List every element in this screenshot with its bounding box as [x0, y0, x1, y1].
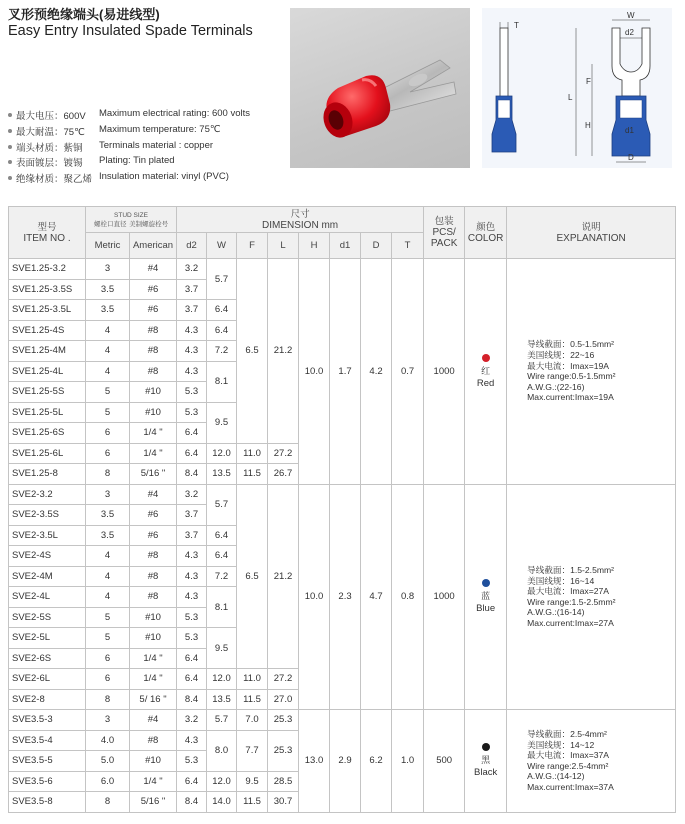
- table-cell: 2.3: [330, 484, 361, 710]
- table-cell: 26.7: [268, 464, 299, 485]
- table-cell: 5: [86, 628, 130, 649]
- table-cell: #6: [130, 279, 177, 300]
- header-d1: d1: [330, 233, 361, 259]
- table-cell: #8: [130, 361, 177, 382]
- table-cell: 1/4 ": [130, 771, 177, 792]
- table-cell: 3.5: [86, 300, 130, 321]
- table-cell: 5/16 ": [130, 792, 177, 813]
- table-cell: 6.2: [361, 710, 392, 813]
- header-dimension: 尺寸 DIMENSION mm: [177, 207, 424, 233]
- title-en: Easy Entry Insulated Spade Terminals: [8, 23, 253, 39]
- table-cell: SVE1.25-5S: [9, 382, 86, 403]
- table-cell: 12.0: [207, 771, 237, 792]
- table-cell: 4: [86, 566, 130, 587]
- table-cell: #8: [130, 587, 177, 608]
- table-cell: 4.7: [361, 484, 392, 710]
- table-cell: 8: [86, 689, 130, 710]
- color-dot-red: [482, 354, 490, 362]
- table-cell: 11.5: [237, 689, 268, 710]
- table-cell: 6.4: [177, 771, 207, 792]
- table-cell: #4: [130, 259, 177, 280]
- table-cell: 6.5: [237, 484, 268, 669]
- header-F: F: [237, 233, 268, 259]
- table-cell: 10.0: [299, 484, 330, 710]
- table-cell: 4.3: [177, 730, 207, 751]
- header-explanation: 说明 EXPLANATION: [507, 207, 676, 259]
- table-cell: SVE2-6L: [9, 669, 86, 690]
- table-cell: 4: [86, 341, 130, 362]
- table-cell: 1/4 ": [130, 669, 177, 690]
- table-cell: 1.7: [330, 259, 361, 485]
- header-H: H: [299, 233, 330, 259]
- explanation-red: 导线截面：0.5-1.5mm² 美国线规：22~16 最大电流：Imax=19A Wire range:0.5-1.5mm² A.W.G.:(22-16) Max.current:Imax=19A: [507, 259, 676, 485]
- table-cell: #8: [130, 341, 177, 362]
- explanation-blue: 导线截面：1.5-2.5mm² 美国线规：16~14 最大电流：Imax=27A Wire range:1.5-2.5mm² A.W.G.:(16-14) Max.current:Imax=27A: [507, 484, 676, 710]
- table-cell: 6.4: [177, 669, 207, 690]
- table-cell: 4.3: [177, 566, 207, 587]
- table-cell: 1/4 ": [130, 648, 177, 669]
- color-dot-blue: [482, 579, 490, 587]
- table-cell: 5/16 ": [130, 464, 177, 485]
- header-metric: Metric: [86, 233, 130, 259]
- table-cell: SVE1.25-3.5L: [9, 300, 86, 321]
- table-cell: 6.4: [207, 546, 237, 567]
- table-cell: 5: [86, 607, 130, 628]
- table-cell: SVE1.25-3.5S: [9, 279, 86, 300]
- table-cell: 21.2: [268, 484, 299, 669]
- table-cell: #10: [130, 628, 177, 649]
- header-L: L: [268, 233, 299, 259]
- table-cell: 5.7: [207, 484, 237, 525]
- table-cell: 5.3: [177, 607, 207, 628]
- table-cell: 6: [86, 443, 130, 464]
- table-cell: SVE1.25-4M: [9, 341, 86, 362]
- table-cell: #10: [130, 751, 177, 772]
- table-cell: SVE3.5-3: [9, 710, 86, 731]
- table-cell: 6.4: [177, 423, 207, 444]
- table-cell: 21.2: [268, 259, 299, 444]
- table-cell: 7.2: [207, 341, 237, 362]
- table-cell: 9.5: [207, 402, 237, 443]
- color-cell-blue: 蓝 Blue: [465, 484, 507, 710]
- table-cell: #10: [130, 607, 177, 628]
- table-cell: 6.4: [177, 648, 207, 669]
- header-d2: d2: [177, 233, 207, 259]
- label-d2: d2: [625, 28, 634, 37]
- table-cell: 9.5: [207, 628, 237, 669]
- color-cell-black: 黑 Black: [465, 710, 507, 813]
- table-cell: 13.5: [207, 464, 237, 485]
- table-cell: 5.3: [177, 402, 207, 423]
- table-cell: 3.2: [177, 484, 207, 505]
- label-W: W: [627, 11, 635, 20]
- table-cell: 5.0: [86, 751, 130, 772]
- header-american: American: [130, 233, 177, 259]
- header-item: 型号 ITEM NO .: [9, 207, 86, 259]
- table-cell: #8: [130, 546, 177, 567]
- table-cell: SVE1.25-6L: [9, 443, 86, 464]
- table-cell: SVE2-5S: [9, 607, 86, 628]
- table-cell: 6.4: [177, 443, 207, 464]
- color-dot-black: [482, 743, 490, 751]
- table-cell: 5.7: [207, 259, 237, 300]
- table-cell: SVE1.25-4S: [9, 320, 86, 341]
- label-L: L: [568, 93, 573, 102]
- table-cell: SVE1.25-8: [9, 464, 86, 485]
- table-cell: 6.5: [237, 259, 268, 444]
- table-cell: 6: [86, 423, 130, 444]
- table-cell: #10: [130, 382, 177, 403]
- table-cell: 4.3: [177, 341, 207, 362]
- table-cell: #6: [130, 505, 177, 526]
- table-cell: SVE2-3.2: [9, 484, 86, 505]
- table-cell: 12.0: [207, 669, 237, 690]
- table-cell: SVE3.5-5: [9, 751, 86, 772]
- header-color: 颜色 COLOR: [465, 207, 507, 259]
- table-cell: 0.8: [392, 484, 424, 710]
- technical-drawing: [482, 8, 672, 168]
- table-cell: SVE3.5-6: [9, 771, 86, 792]
- table-cell: SVE2-4S: [9, 546, 86, 567]
- table-cell: 5.3: [177, 382, 207, 403]
- header-W: W: [207, 233, 237, 259]
- table-cell: 1000: [424, 484, 465, 710]
- table-cell: SVE1.25-5L: [9, 402, 86, 423]
- table-cell: 1/4 ": [130, 423, 177, 444]
- table-cell: #6: [130, 525, 177, 546]
- table-cell: 5.3: [177, 751, 207, 772]
- table-cell: 12.0: [207, 443, 237, 464]
- table-row: [9, 710, 676, 731]
- table-cell: 8.4: [177, 689, 207, 710]
- table-cell: 3: [86, 484, 130, 505]
- table-cell: 25.3: [268, 710, 299, 731]
- table-cell: 4.3: [177, 320, 207, 341]
- spec-table: [8, 206, 676, 813]
- table-cell: 4.0: [86, 730, 130, 751]
- table-cell: 4.3: [177, 361, 207, 382]
- table-cell: 4: [86, 320, 130, 341]
- table-cell: 4.3: [177, 546, 207, 567]
- table-cell: 500: [424, 710, 465, 813]
- table-cell: 4.2: [361, 259, 392, 485]
- table-cell: 4: [86, 546, 130, 567]
- table-cell: 8.0: [207, 730, 237, 771]
- table-cell: 13.5: [207, 689, 237, 710]
- table-cell: SVE1.25-4L: [9, 361, 86, 382]
- table-cell: 14.0: [207, 792, 237, 813]
- table-cell: 27.0: [268, 689, 299, 710]
- table-cell: 8.1: [207, 587, 237, 628]
- table-cell: #8: [130, 566, 177, 587]
- table-cell: 5.3: [177, 628, 207, 649]
- table-cell: 3.2: [177, 259, 207, 280]
- table-cell: 3.2: [177, 710, 207, 731]
- table-cell: 6.0: [86, 771, 130, 792]
- table-cell: 27.2: [268, 443, 299, 464]
- table-cell: 11.0: [237, 669, 268, 690]
- table-cell: 8.4: [177, 464, 207, 485]
- table-cell: 8: [86, 464, 130, 485]
- table-row: [9, 484, 676, 505]
- table-cell: SVE2-4M: [9, 566, 86, 587]
- color-cell-red: 红 Red: [465, 259, 507, 485]
- table-cell: 28.5: [268, 771, 299, 792]
- table-cell: 3.7: [177, 279, 207, 300]
- table-cell: 3.5: [86, 525, 130, 546]
- table-cell: 0.7: [392, 259, 424, 485]
- table-cell: #4: [130, 710, 177, 731]
- table-cell: 1.0: [392, 710, 424, 813]
- table-cell: #6: [130, 300, 177, 321]
- table-cell: 5/ 16 ": [130, 689, 177, 710]
- table-cell: 5.7: [207, 710, 237, 731]
- table-cell: SVE2-3.5L: [9, 525, 86, 546]
- label-D: D: [628, 153, 634, 162]
- table-cell: SVE2-6S: [9, 648, 86, 669]
- table-cell: SVE2-3.5S: [9, 505, 86, 526]
- explanation-black: 导线截面：2.5-4mm² 美国线规：14~12 最大电流：Imax=37A Wire range:2.5-4mm² A.W.G.:(14-12) Max.current:Imax=37A: [507, 710, 676, 813]
- table-cell: SVE3.5-4: [9, 730, 86, 751]
- table-cell: SVE2-8: [9, 689, 86, 710]
- table-cell: SVE1.25-3.2: [9, 259, 86, 280]
- table-cell: 5: [86, 402, 130, 423]
- table-cell: 25.3: [268, 730, 299, 771]
- table-cell: 3.7: [177, 300, 207, 321]
- table-cell: 11.5: [237, 464, 268, 485]
- table-cell: 4.3: [177, 587, 207, 608]
- table-cell: 4: [86, 361, 130, 382]
- table-row: [9, 259, 676, 280]
- label-H: H: [585, 121, 591, 130]
- table-cell: 6.4: [207, 525, 237, 546]
- table-cell: 5: [86, 382, 130, 403]
- table-cell: 4: [86, 587, 130, 608]
- header-T: T: [392, 233, 424, 259]
- table-cell: 6.4: [207, 300, 237, 321]
- header-pack: 包装 PCS/ PACK: [424, 207, 465, 259]
- title-cn: 叉形预绝缘端头(易进线型): [8, 7, 160, 22]
- table-cell: SVE1.25-6S: [9, 423, 86, 444]
- table-cell: 6: [86, 669, 130, 690]
- product-photo: [290, 8, 470, 168]
- table-cell: 13.0: [299, 710, 330, 813]
- table-cell: 30.7: [268, 792, 299, 813]
- table-cell: 8.4: [177, 792, 207, 813]
- header-D: D: [361, 233, 392, 259]
- table-cell: #4: [130, 484, 177, 505]
- table-cell: SVE3.5-8: [9, 792, 86, 813]
- table-cell: 3.5: [86, 505, 130, 526]
- header-stud: STUD SIZE 螺栓口直径 美制螺旋栓号: [86, 207, 177, 233]
- table-cell: 8: [86, 792, 130, 813]
- table-cell: 3: [86, 259, 130, 280]
- table-cell: 7.0: [237, 710, 268, 731]
- table-cell: 9.5: [237, 771, 268, 792]
- table-cell: 3: [86, 710, 130, 731]
- label-d1: d1: [625, 126, 634, 135]
- label-F: F: [586, 77, 591, 86]
- table-cell: 7.7: [237, 730, 268, 771]
- table-cell: 2.9: [330, 710, 361, 813]
- table-cell: 6: [86, 648, 130, 669]
- table-cell: #10: [130, 402, 177, 423]
- label-T: T: [514, 21, 519, 30]
- table-cell: 11.5: [237, 792, 268, 813]
- table-cell: 11.0: [237, 443, 268, 464]
- table-cell: #8: [130, 730, 177, 751]
- table-cell: 1/4 ": [130, 443, 177, 464]
- table-cell: 6.4: [207, 320, 237, 341]
- table-cell: SVE2-5L: [9, 628, 86, 649]
- table-cell: SVE2-4L: [9, 587, 86, 608]
- table-cell: 7.2: [207, 566, 237, 587]
- table-cell: 3.7: [177, 505, 207, 526]
- table-cell: 3.5: [86, 279, 130, 300]
- table-cell: 8.1: [207, 361, 237, 402]
- table-cell: 10.0: [299, 259, 330, 485]
- table-cell: #8: [130, 320, 177, 341]
- table-cell: 27.2: [268, 669, 299, 690]
- table-cell: 3.7: [177, 525, 207, 546]
- table-cell: 1000: [424, 259, 465, 485]
